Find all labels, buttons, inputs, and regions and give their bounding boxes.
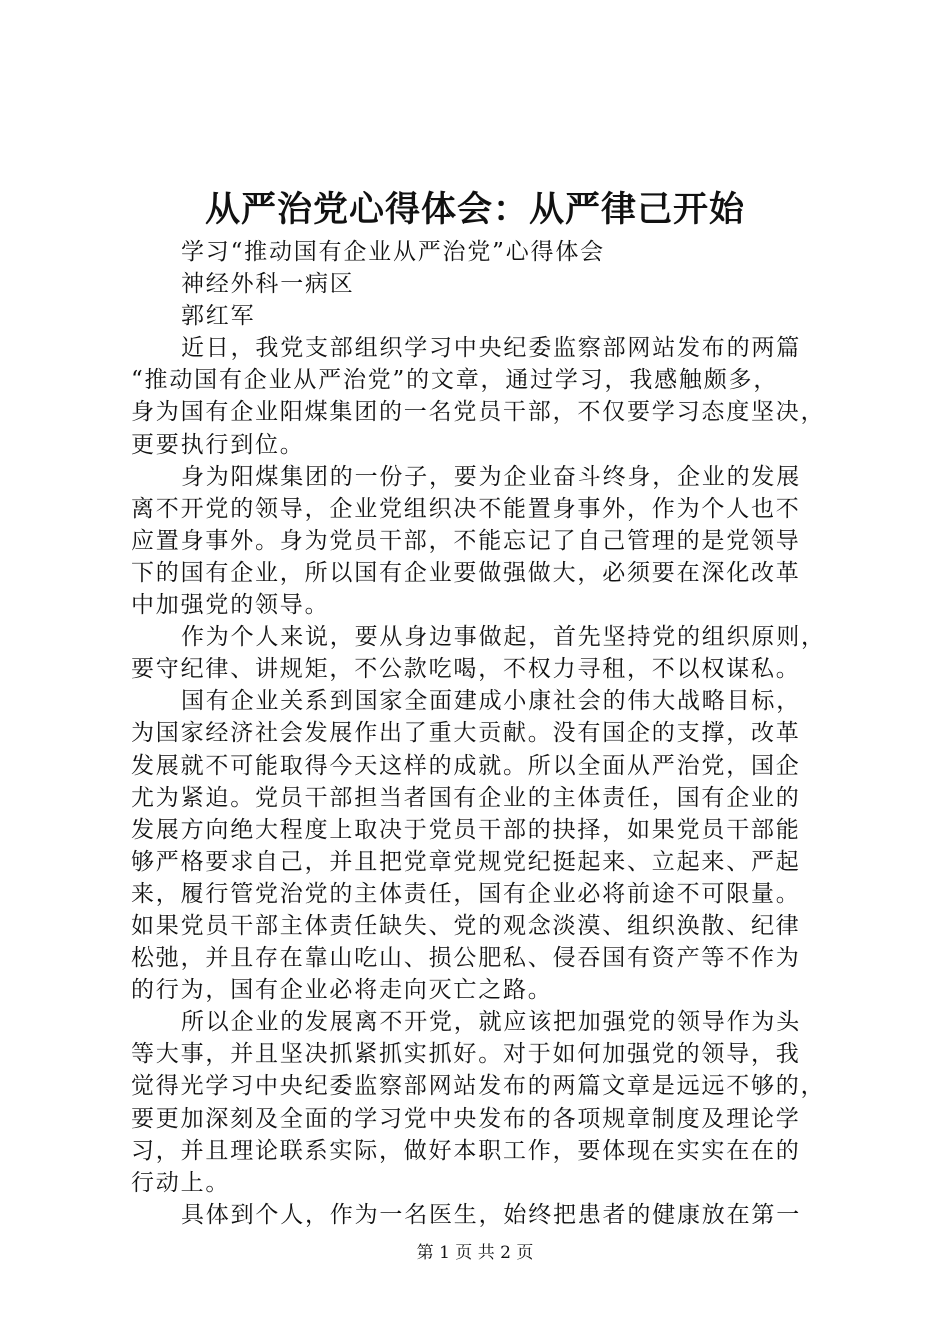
text-line: 神经外科一病区 bbox=[181, 271, 355, 298]
text-line: 作为个人来说，要从身边事做起，首先坚持党的组织原则， bbox=[181, 624, 826, 651]
text-line: 郭红军 bbox=[181, 303, 256, 330]
text-line: 国有企业关系到国家全面建成小康社会的伟大战略目标， bbox=[181, 688, 801, 715]
text-line: 等大事，并且坚决抓紧抓实抓好。对于如何加强党的领导，我 bbox=[131, 1041, 801, 1068]
text-line: 离不开党的领导，企业党组织决不能置身事外，作为个人也不 bbox=[131, 495, 801, 522]
text-line: 发展方向绝大程度上取决于党员干部的抉择，如果党员干部能 bbox=[131, 816, 801, 843]
text-line: 具体到个人，作为一名医生，始终把患者的健康放在第一 bbox=[181, 1201, 801, 1228]
page-footer: 第 1 页 共 2 页 bbox=[416, 1243, 534, 1263]
text-line: 习，并且理论联系实际，做好本职工作，要体现在实实在在的 bbox=[131, 1137, 801, 1164]
text-line: 近日，我党支部组织学习中央纪委监察部网站发布的两篇 bbox=[181, 335, 801, 362]
document-title: 从严治党心得体会：从严律己开始 bbox=[204, 189, 745, 230]
text-line: 松弛，并且存在靠山吃山、损公肥私、侵吞国有资产等不作为 bbox=[131, 945, 801, 972]
text-line: 下的国有企业，所以国有企业要做强做大，必须要在深化改革 bbox=[131, 559, 801, 586]
text-line: 如果党员干部主体责任缺失、党的观念淡漠、组织涣散、纪律 bbox=[131, 912, 801, 939]
text-line: 要更加深刻及全面的学习党中央发布的各项规章制度及理论学 bbox=[131, 1105, 801, 1132]
text-line: 尤为紧迫。党员干部担当者国有企业的主体责任，国有企业的 bbox=[131, 784, 801, 811]
text-line: 身为阳煤集团的一份子，要为企业奋斗终身，企业的发展 bbox=[181, 463, 801, 490]
text-line: 发展就不可能取得今天这样的成就。所以全面从严治党，国企 bbox=[131, 752, 801, 779]
text-line: 学习“推动国有企业从严治党”心得体会 bbox=[181, 239, 605, 265]
text-line: 中加强党的领导。 bbox=[131, 592, 330, 619]
text-line: 应置身事外。身为党员干部，不能忘记了自己管理的是党领导 bbox=[131, 527, 801, 554]
document-body bbox=[131, 236, 846, 1231]
text-line: 所以企业的发展离不开党，就应该把加强党的领导作为头 bbox=[181, 1009, 801, 1036]
text-line: 为国家经济社会发展作出了重大贡献。没有国企的支撑，改革 bbox=[131, 720, 801, 747]
text-line: 身为国有企业阳煤集团的一名党员干部，不仅要学习态度坚决， bbox=[131, 399, 826, 426]
text-line: 更要执行到位。 bbox=[131, 431, 305, 458]
text-line: “推动国有企业从严治党”的文章，通过学习，我感触颇多， bbox=[131, 367, 779, 394]
text-line: 行动上。 bbox=[131, 1169, 231, 1196]
text-line: 的行为，国有企业必将走向灭亡之路。 bbox=[131, 977, 553, 1004]
text-line: 来，履行管党治党的主体责任，国有企业必将前途不可限量。 bbox=[131, 880, 801, 907]
text-line: 觉得光学习中央纪委监察部网站发布的两篇文章是远远不够的， bbox=[131, 1073, 826, 1100]
text-line: 要守纪律、讲规矩，不公款吃喝，不权力寻租，不以权谋私。 bbox=[131, 656, 801, 683]
text-line: 够严格要求自己，并且把党章党规党纪挺起来、立起来、严起 bbox=[131, 848, 801, 875]
